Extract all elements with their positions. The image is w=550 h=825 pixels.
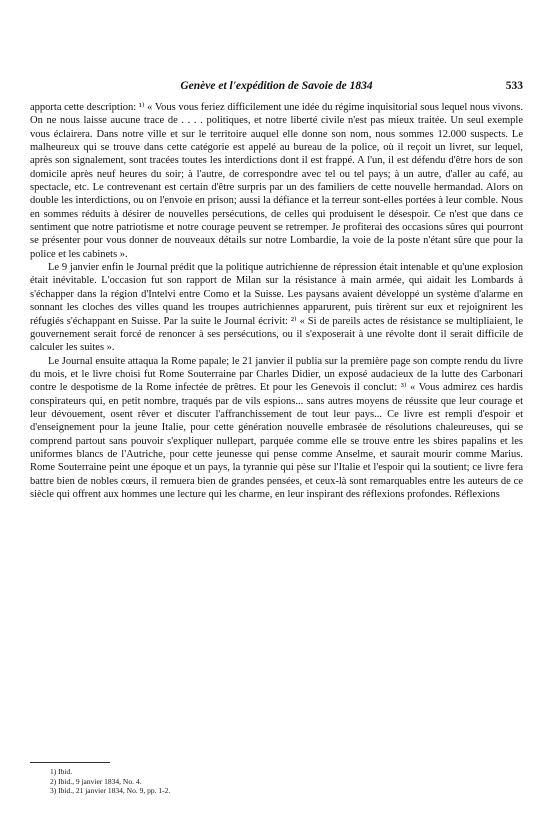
paragraph-3: Le Journal ensuite attaqua la Rome papale; le 21 janvier il publia sur la première page son compte rendu du livre du mois, et le livre choisi fut Rome Souterraine par Charles Didier, un exposé audacieux de la lutte des Carbonari contre le despotisme de la Rome infectée de prêtres. Et pour les Genevois il conclut: ³⁾ « Vous admirez ces hardis conspirateurs qui, en petit nombre, traqués par de vils espions... sans autres moyens de réussite que leur courage et leur dévouement, osent rêver et discuter l'affranchissement de tout leur pays... Ce livre est rempli d'espoir et d'enseignement pour la jeune Italie, pour cette génération nouvelle embrasée de résolutions chaleureuses, qui se comprend partout sans pouvoir s'expliquer nullepart, parquée comme elle se trouve entre les sbires papalins et les uniformes blancs de l'Autriche, pour cette jeunesse qui pense comme Anselme, et saurait mourir comme Marius. Rome Souterraine peint une époque et un pays, la tyrannie qui pèse sur l'Italie et l'espoir qui la soutient; ce livre fera battre bien de nobles cœurs, il remuera bien de grandes pensées, et ceux-là sont remarquables entre les auteurs de ce siècle qui offrent aux hommes une lecture qui les charme, en leur inspirant des réflexions profondes. Réflexions	[30, 355, 523, 500]
footnote-rule	[30, 762, 110, 763]
footnotes	[30, 762, 523, 796]
page-header	[30, 80, 523, 96]
footnote-1: 1) Ibid.	[50, 767, 73, 776]
body-text	[30, 101, 523, 501]
page-number: 533	[505, 80, 523, 92]
footnote-3: 3) Ibid., 21 janvier 1834, No. 9, pp. 1-2.	[50, 786, 171, 796]
footnote-2: 2) Ibid., 9 janvier 1834, No. 4.	[50, 776, 142, 786]
paragraph-1: apporta cette description: ¹⁾ « Vous vous feriez difficilement une idée du régime inquisitorial sous lequel nous vivons. On ne nous laisse aucune trace de . . . . politiques, et notre liberté civile n'est pas mieux traitée. Un seul exemple vous éclairera. Dans notre ville et sur le territoire auquel elle donne son nom, nous sommes 12.000 suspects. Le malheureux qui se trouve dans cette catégorie est appelé au bureau de la police, où il reçoit un livret, sur lequel, après son signalement, sont tracées toutes les interdictions dont il est frappé. A l'un, il est défendu d'être hors de son domicile après neuf heures du soir; à l'autre, de correspondre avec tel ou tel pays; à un autre, d'aller au café, au spectacle, etc. Le contrevenant est certain d'être surpris par un des familiers de cette nouvelle hermandad. Alors on double les interdictions, ou on l'envoie en prison; aussi la défiance et la terreur sont-elles portées à leur comble. Nous en sommes réduits à désirer de nouvelles persécutions, de celles qui produisent le désespoir. Ce n'est que dans ce sentiment que notre patriotisme et notre courage peuvent se retremper. Je profiterai des occasions sûres qui pourront se présenter pour vous donner de nouveaux détails sur notre Lombardie, la voie de la poste n'étant sûre que pour la police et les cabinets ».	[30, 102, 523, 260]
paragraph-2: Le 9 janvier enfin le Journal prédit que la politique autrichienne de répression était intenable et qu'une explosion était inévitable. L'occasion fut son rapport de Milan sur la résistance à main armée, qui aidait les Lombards à s'échapper dans la région d'Intelvi entre Como et la Suisse. Les paysans avaient développé un système d'alarme en sonnant les cloches des villes quand les troupes autrichiennes apparurent, puis tirèrent sur eux et rejoignirent les réfugiés s'échappant en Suisse. Par la suite le Journal écrivit: ²⁾ « Si de pareils actes de résistance se multipliaient, le gouvernement serait forcé de renoncer à ses persécutions, ou il s'exposerait à une révolte dont il serait difficile de calculer les suites ».	[30, 262, 523, 354]
running-title: Genève et l'expédition de Savoie de 1834	[180, 80, 373, 92]
